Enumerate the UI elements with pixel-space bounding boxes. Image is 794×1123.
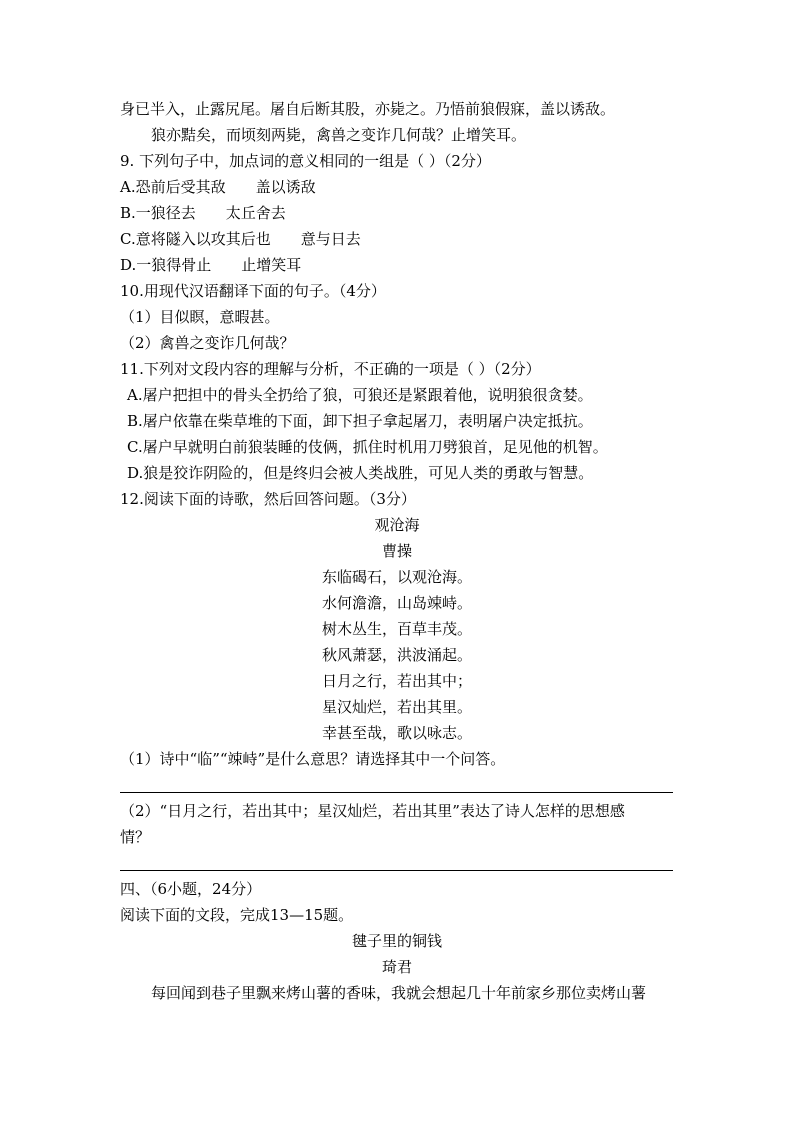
article-paragraph: 每回闻到巷子里飘来烤山薯的香味，我就会想起几十年前家乡那位卖烤山薯: [151, 984, 647, 1002]
article-author: 琦君: [381, 958, 412, 976]
option-text: B.一狼径去: [120, 204, 196, 222]
question-10-stem: 10.用现代汉语翻译下面的句子。（4分）: [120, 282, 386, 300]
option-text: C.意将隧入以攻其后也: [120, 230, 271, 248]
question-11-option-b: B.屠户依靠在柴草堆的下面，卸下担子拿起屠刀，表明屠户决定抵抗。: [127, 412, 593, 430]
question-9-stem: 9. 下列句子中，加点词的意义相同的一组是（ ）（2分）: [120, 152, 491, 170]
option-text: A.恐前后受其敌: [120, 178, 226, 196]
question-11-option-d: D.狼是狡诈阴险的，但是终归会被人类战胜，可见人类的勇敢与智慧。: [127, 464, 594, 482]
question-9-option-c: [120, 229, 361, 249]
poem-line: 秋风萧瑟，洪波涌起。: [321, 646, 472, 664]
answer-line: [120, 870, 673, 871]
passage-line: 狼亦黠矣，而顷刻两毙，禽兽之变诈几何哉？止增笑耳。: [151, 126, 527, 144]
article-title: 毽子里的铜钱: [351, 932, 442, 950]
poem-author: 曹操: [381, 542, 412, 560]
poem-line: 星汉灿烂，若出其里。: [321, 698, 472, 716]
option-text: 止增笑耳: [241, 256, 302, 274]
option-text: 盖以诱敌: [255, 178, 316, 196]
question-11-option-c: C.屠户早就明白前狼装睡的伎俩，抓住时机用刀劈狼首，足见他的机智。: [127, 438, 608, 456]
poem-line: 幸甚至哉，歌以咏志。: [321, 724, 472, 742]
question-9-option-b: [120, 203, 286, 223]
passage-line: 身已半入，止露尻尾。屠自后断其股，亦毙之。乃悟前狼假寐，盖以诱敌。: [120, 100, 616, 118]
poem-line: 水何澹澹，山岛竦峙。: [321, 594, 472, 612]
question-9-option-d: [120, 255, 301, 275]
question-12-sub-2: （2）“日月之行，若出其中；星汉灿烂，若出其里”表达了诗人怎样的思想感: [120, 802, 625, 820]
question-12-stem: 12.阅读下面的诗歌，然后回答问题。（3分）: [120, 490, 416, 508]
section-4-heading: 四、（6小题，24分）: [120, 880, 262, 898]
section-4-instruction: 阅读下面的文段，完成13—15题。: [120, 906, 354, 924]
question-12-sub-1: （1）诗中“临”“竦峙”是什么意思？请选择其中一个问答。: [120, 750, 506, 768]
poem-line: 树木丛生，百草丰茂。: [321, 620, 472, 638]
question-11-option-a: A.屠户把担中的骨头全扔给了狼，可狼还是紧跟着他，说明狼很贪婪。: [127, 386, 593, 404]
option-text: 意与日去: [300, 230, 361, 248]
poem-title: 观沧海: [374, 516, 420, 534]
question-11-stem: 11.下列对文段内容的理解与分析，不正确的一项是（ ）（2分）: [120, 360, 541, 378]
option-text: 太丘舍去: [225, 204, 286, 222]
question-12-sub-2-cont: 情？: [120, 828, 151, 846]
poem-line: 东临碣石，以观沧海。: [321, 568, 472, 586]
question-10-item: （2）禽兽之变诈几何哉？: [120, 334, 295, 352]
question-9-option-a: [120, 177, 316, 197]
question-10-item: （1）目似瞑，意暇甚。: [120, 308, 280, 326]
option-text: D.一狼得骨止: [120, 256, 212, 274]
answer-line: [120, 792, 673, 793]
poem-line: 日月之行，若出其中；: [321, 672, 472, 690]
